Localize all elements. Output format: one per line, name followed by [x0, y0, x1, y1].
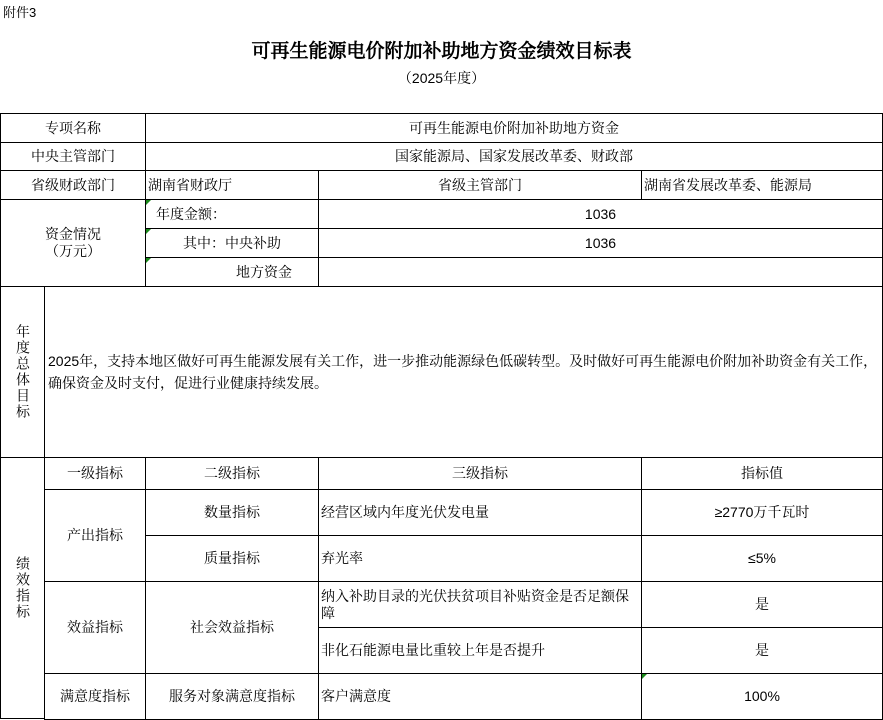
header-level2: 二级指标 [145, 457, 319, 490]
central-dept-label: 中央主管部门 [0, 142, 146, 171]
prov-finance-label: 省级财政部门 [0, 170, 146, 200]
page-title: 可再生能源电价附加补助地方资金绩效目标表 [251, 41, 632, 62]
level3-cell: 弃光率 [318, 535, 642, 582]
prov-finance-value: 湖南省财政厅 [145, 170, 319, 200]
project-name-value: 可再生能源电价附加补助地方资金 [145, 113, 883, 143]
level3-cell: 经营区域内年度光伏发电量 [318, 489, 642, 536]
level2-quantity: 数量指标 [145, 489, 319, 536]
comment-marker-icon [146, 200, 151, 205]
central-subsidy-value: 1036 [318, 228, 883, 258]
project-name-label: 专项名称 [0, 113, 146, 143]
local-funds-label: 地方资金 [145, 257, 319, 287]
annual-amount-label: 年度金额： [145, 199, 319, 229]
header-value: 指标值 [641, 457, 883, 490]
level3-cell: 客户满意度 [318, 673, 642, 720]
header-level3: 三级指标 [318, 457, 642, 490]
level1-satisfaction: 满意度指标 [44, 673, 146, 720]
funds-label: 资金情况 （万元） [0, 199, 146, 287]
local-funds-value [318, 257, 883, 287]
level1-output: 产出指标 [44, 489, 146, 582]
annual-goal-label: 年度总体目标 [0, 286, 45, 458]
annual-amount-value: 1036 [318, 199, 883, 229]
annual-goal-text: 2025年，支持本地区做好可再生能源发展有关工作，进一步推动能源绿色低碳转型。及时做好可再生能源电价附加补助资金有关工作，确保资金及时支付，促进行业健康持续发展。 [44, 286, 883, 458]
level2-service-satisfaction: 服务对象满意度指标 [145, 673, 319, 720]
year-subtitle: （2025年度） [397, 70, 486, 86]
comment-marker-icon [146, 229, 151, 234]
header-level1: 一级指标 [44, 457, 146, 490]
central-dept-value: 国家能源局、国家发展改革委、财政部 [145, 142, 883, 171]
performance-label: 绩效指标 [0, 457, 45, 719]
prov-dept-value: 湖南省发展改革委、能源局 [641, 170, 883, 200]
attachment-label: 附件3 [3, 5, 37, 20]
comment-marker-icon [146, 258, 151, 263]
value-cell: ≤5% [641, 535, 883, 582]
comment-marker-icon [642, 674, 647, 679]
value-cell: ≥2770万千瓦时 [641, 489, 883, 536]
prov-dept-label: 省级主管部门 [318, 170, 642, 200]
level2-social-benefit: 社会效益指标 [145, 581, 319, 674]
level3-cell: 非化石能源电量比重较上年是否提升 [318, 627, 642, 674]
value-cell: 100% [641, 673, 883, 720]
value-cell: 是 [641, 627, 883, 674]
level1-benefit: 效益指标 [44, 581, 146, 674]
central-subsidy-label: 其中：中央补助 [145, 228, 319, 258]
level2-quality: 质量指标 [145, 535, 319, 582]
value-cell: 是 [641, 581, 883, 628]
level3-cell: 纳入补助目录的光伏扶贫项目补贴资金是否足额保障 [318, 581, 642, 628]
